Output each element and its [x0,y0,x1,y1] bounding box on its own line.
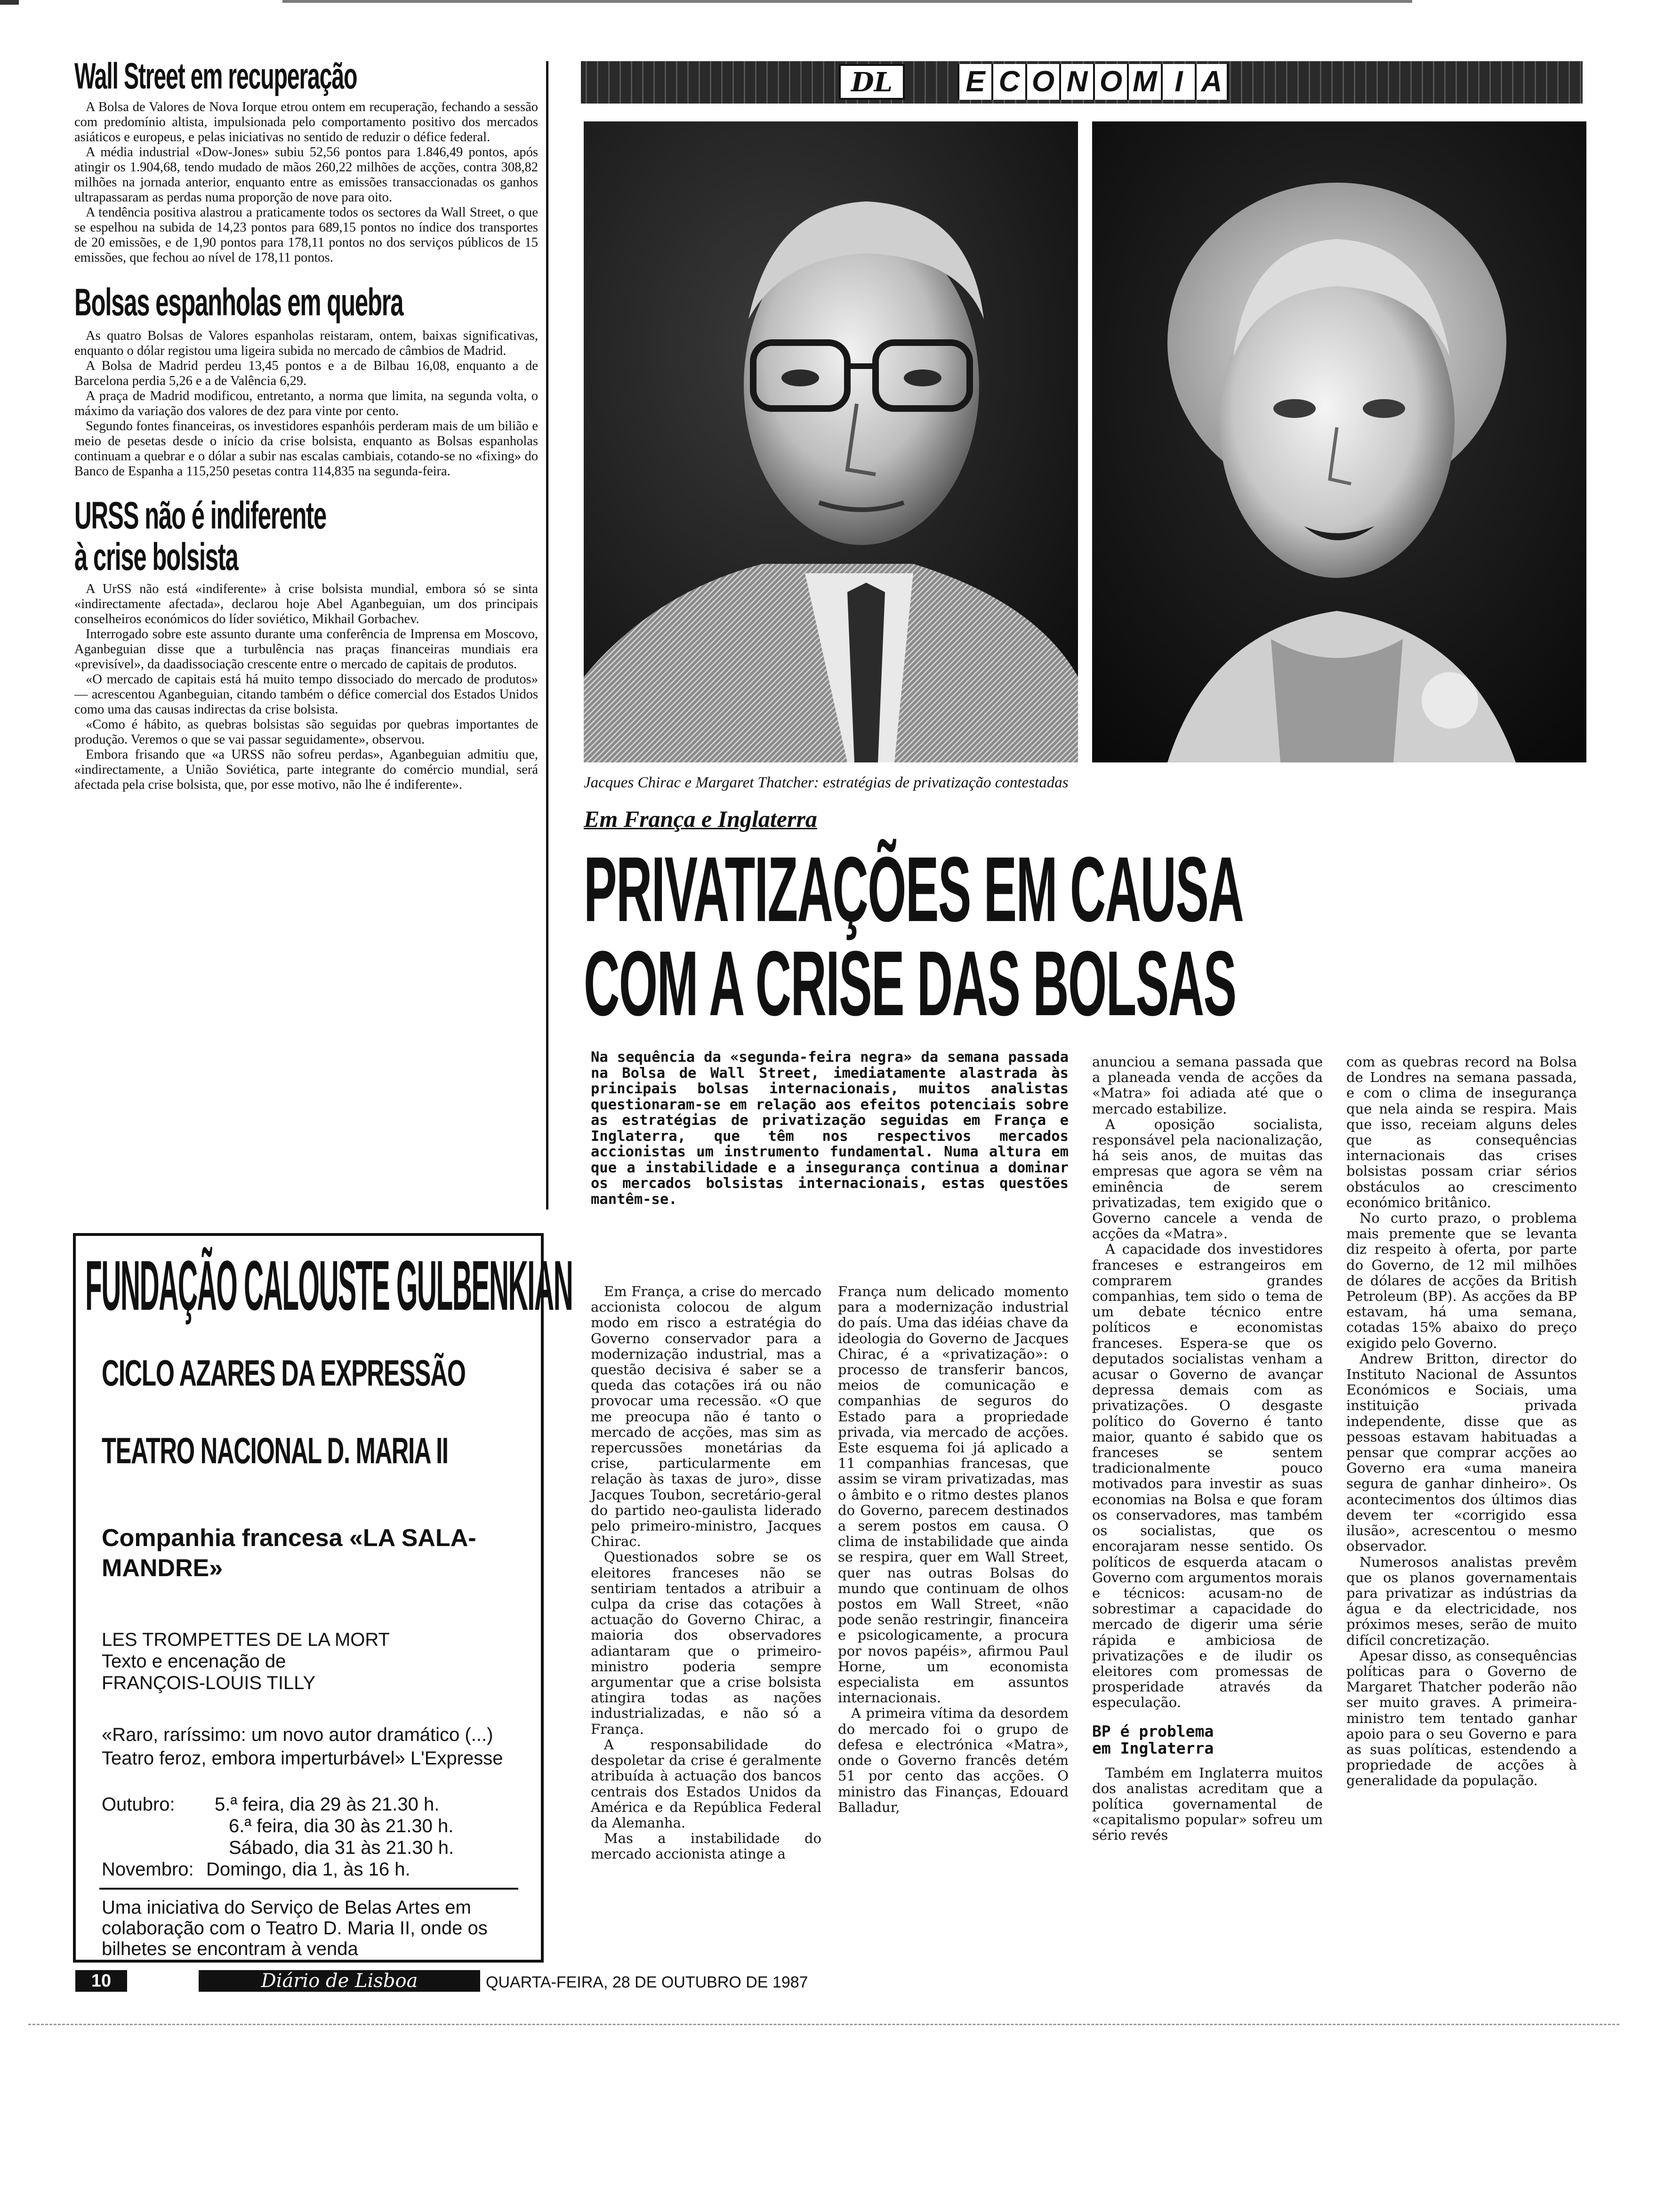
advert-title: FUNDAÇÃO CALOUSTE GULBENKIAN [85,1246,573,1325]
main-headline [584,838,1478,1035]
page-footer [75,1970,808,1993]
left-column [74,56,538,793]
issue-date: QUARTA-FEIRA, 28 DE OUTUBRO DE 1987 [486,1973,808,1991]
paragraph: Interrogado sobre este assunto durante uma conferência de Imprensa em Moscovo, Aganbeguian disse que a turbulência nas praças financeiras mundiais era «previsível», da daadissociação crescente entre o mercado de capitais de produtos. [74,627,538,672]
schedule-label [102,1815,201,1837]
advert-footer [102,1897,488,1959]
advert-play [102,1629,390,1694]
subhead-line: BP é problema [1092,1722,1214,1740]
paragraph: A responsabilidade do despoletar da crise é geralmente atribuída à actuação dos bancos centrais dos Estados Unidos da América e da República Federal da Alemanha. [591,1736,821,1831]
schedule-text: Domingo, dia 1, às 16 h. [206,1859,410,1880]
article-title [74,56,538,97]
bottom-scan-line [28,2024,1619,2025]
top-scan-line [282,0,1412,3]
article-title-text: Bolsas espanholas em quebra [74,281,403,324]
article-title [74,281,538,325]
article-title-line: à crise bolsista [74,536,238,578]
chirac-portrait-image [584,121,1078,762]
advert-schedule [102,1794,454,1880]
advert-company-line: MANDRE» [102,1555,223,1582]
article-body [74,100,538,265]
subhead-line: em Inglaterra [1092,1739,1214,1757]
article-body [74,329,538,479]
article-title [74,495,538,578]
schedule-row [102,1859,454,1880]
advert-cycle: CICLO AZARES DA EXPRESSÃO [102,1352,466,1394]
paragraph: A UrSS não está «indiferente» à crise bolsista mundial, embora só se sinta «indirectamente afectada», declarou hoje Abel Aganbeguian, um dos principais conselheiros económicos do líder soviético, Mikhail Gorbachev. [74,582,538,626]
paragraph: Apesar disso, as consequências políticas para o Governo de Margaret Thatcher poderão não ser muito graves. A primeira-ministro tem tentado ganhar apoio para o seu Governo e para as suas políticas, estendendo a propriedade de acções à generalidade da população. [1346,1647,1577,1789]
paragraph: A Bolsa de Madrid perdeu 13,45 pontos e a de Bilbau 16,08, enquanto a de Barcelona perdia 5,26 e a de Valência 6,29. [74,359,538,388]
page-number-box [75,1970,127,1992]
section-letter: C [991,64,1025,100]
section-letter: O [1093,64,1127,100]
paragraph: Embora frisando que «a URSS não sofreu perdas», Aganbeguian admitiu que, «indirectamente, a União Soviética, parte integrante do comércio mundial, será afectada pela crise bolsista, que, por esse motivo, não lhe é indiferente». [74,747,538,792]
paragraph: Andrew Britton, director do Instituto Nacional de Assuntos Económicos e Sociais, uma instituição privada independente, disse que as pessoas estavam habituadas a pensar que comprar acções ao Governo era «uma maneira segura de ganhar dinheiro». Os acontecimentos dos últimos dias devem ter «corrigido essa ilusão», acrescentou o mesmo observador. [1346,1350,1577,1555]
advert-company [102,1523,476,1583]
advert-play-line: LES TROMPETTES DE LA MORT [102,1629,390,1650]
schedule-label: Outubro: [102,1794,175,1815]
column-divider [546,61,548,1210]
schedule-label [102,1837,201,1859]
article-column-1 [591,1284,821,1862]
paragraph: Também em Inglaterra muitos dos analistas acreditam que a política governamental de «capitalismo popular» sofreu um sério revés [1092,1764,1323,1843]
article-column-4 [1346,1054,1577,1789]
article-kicker [584,805,817,833]
article-urss [74,495,538,793]
section-letter: M [1127,64,1161,100]
advert-play-line: Texto e encenação de [102,1651,286,1672]
advert-quote-line: «Raro, raríssimo: um novo autor dramático (...) [102,1724,493,1745]
advert-footer-line: bilhetes se encontram à venda [102,1939,358,1959]
schedule-row [102,1815,454,1837]
dl-logo-text: DL [851,67,893,98]
article-title-text: Wall Street em recuperação [74,55,357,96]
section-letter: I [1161,64,1195,100]
dl-logo [839,64,905,100]
paragraph: A praça de Madrid modificou, entretanto, a norma que limita, na segunda volta, o máximo da variação dos valores de dez para vinte por cento. [74,389,538,418]
paragraph: A média industrial «Dow-Jones» subiu 52,56 pontos para 1.846,49 pontos, após atingir os 1.904,68, tendo mudado de mãos 260,22 milhões de acções, contra 308,82 milhões na jornada anterior, enquanto entre as emissões transaccionadas os ganhos ultrapassaram as perdas numa proporção de nove para oito. [74,145,538,205]
paragraph: Numerosos analistas prevêm que os planos governamentais para privatizar as indústrias da água e da electricidade, nos próximos meses, serão de muito difícil concretização. [1346,1554,1577,1648]
paragraph: A primeira vítima da desordem do mercado foi o grupo de defesa e electrónica «Matra», onde o Governo francês detém 51 por cento das acções. O ministro das Finanças, Edouard Balladur, [838,1705,1069,1815]
article-title-line: URSS não é indiferente [74,494,326,537]
photo-caption: Jacques Chirac e Margaret Thatcher: estratégias de privatização contestadas [584,774,1069,791]
paragraph: Em França, a crise do mercado accionista colocou de algum modo em risco a estratégia do Governo conservador para a modernização industrial, mas a questão decisiva é saber se a queda das cotações irá ou não provocar uma recessão. «O que me preocupa não é tanto o mercado de acções, mas sim as repercussões monetárias da crise, particularmente em relação às taxas de juro», disse Jacques Toubon, secretário-geral do partido neo-gaulista liderado pelo primeiro-ministro, Jacques Chirac. [591,1283,821,1550]
advert-footer-line: Uma iniciativa do Serviço de Belas Artes em [102,1897,471,1918]
gulbenkian-advert [73,1233,573,1963]
masthead: Diário de Lisboa [261,1970,418,1992]
advert-company-line: Companhia francesa «LA SALA- [102,1524,476,1552]
paragraph: Mas a instabilidade do mercado accionista atinge a [591,1830,821,1862]
section-letter: N [1059,64,1093,100]
article-bolsas-espanholas [74,281,538,479]
advert-venue: TEATRO NACIONAL D. MARIA II [102,1430,448,1471]
article-column-3 [1092,1054,1323,1843]
article-lead: Na sequência da «segunda-feira negra» da semana passada na Bolsa de Wall Street, imediatamente alastrada às principais bolsas internacionais, muitos analistas questionaram-se em relação aos efeitos potenciais sobre as estratégias de privatização seguidas em França e Inglaterra, que têm nos respectivos mercados accionistas um instrumento fundamental. Numa altura em que a instabilidade e a insegurança continua a dominar os mercados bolsistas internacionais, estas questões mantêm-se. [591,1049,1069,1208]
page-number: 10 [91,1971,112,1991]
photo-chirac [584,121,1078,762]
section-letter: E [957,64,991,100]
paragraph: A Bolsa de Valores de Nova Iorque etrou ontem em recuperação, fechando a sessão com predomínio altista, impulsionada pelo comportamento positivo dos mercados asiáticos e europeus, e pelas iniciativas no sentido de reduzir o défice federal. [74,100,538,144]
advert-quote-line: Teatro feroz, embora imperturbável» L'Expresse [102,1748,503,1769]
article-wall-street [74,56,538,265]
schedule-label: Novembro: [102,1859,194,1880]
headline-line: PRIVATIZAÇÕES EM CAUSA [584,838,1244,941]
schedule-text: Sábado, dia 31 às 21.30 h. [229,1837,454,1858]
paragraph: França num delicado momento para a modernização industrial do país. Uma das idéias chave da ideologia do Governo de Jacques Chirac, é a «privatização»: o processo de transferir bancos, meios de comunicação e companhias de seguros do Estado para a propriedade privada, via mercado de acções. Este esquema foi já aplicado a 11 companhias francesas, que assim se viram privatizadas, mas o âmbito e o ritmo destes planos do Governo, parecem destinados a serem postos em causa. O clima de instabilidade que ainda se respira, quer em Wall Street, quer nas outras Bolsas do mundo que continuam de olhos postos em Wall Street, «não pode senão restringir, financeira e psicologicamente, a procura por novos papéis», afirmou Paul Horne, um economista especialista em assuntos internacionais. [838,1283,1069,1706]
paragraph: com as quebras record na Bolsa de Londres na semana passada, e com o clima de insegurança que nela ainda se respira. Mais que isso, receiam alguns deles que as consequências internacionais das crises bolsistas possam criar sérios obstáculos ao crescimento económico britânico. [1346,1054,1577,1210]
section-title [957,64,1229,100]
advert-footer-line: colaboração com o Teatro D. Maria II, onde os [102,1918,488,1939]
kicker-text: Em França e Inglaterra [584,806,817,832]
paragraph: No curto prazo, o problema mais premente que se levanta diz respeito à oferta, por parte do Governo, de 12 mil milhões de dólares de acções da British Petroleum (BP). As acções da BP estavam, há uma semana, cotadas 15% abaixo do preço exigido pelo Governo. [1346,1210,1577,1351]
paragraph: Questionados sobre se os eleitores franceses não se sentiriam tentados a atribuir a culpa da crise das cotações à actuação do Governo Chirac, a maioria dos observadores adiantaram que o primeiro-ministro poderia sempre argumentar que a crise bolsista atingira todas as nações industrializadas, e não só a França. [591,1549,821,1737]
schedule-row [102,1837,454,1859]
article-body [74,582,538,793]
schedule-text: 5.ª feira, dia 29 às 21.30 h. [215,1794,440,1815]
top-left-corner-mark [0,0,19,5]
masthead-box [199,1970,480,1992]
schedule-text: 6.ª feira, dia 30 às 21.30 h. [229,1816,454,1836]
paragraph: «Como é hábito, as quebras bolsistas são seguidas por quebras importantes de produção. Veremos o que se vai passar seguidamente», observou. [74,717,538,747]
advert-divider [99,1888,518,1890]
paragraph: anunciou a semana passada que a planeada venda de acções da «Matra» foi adiada até que o mercado estabilize. [1092,1054,1323,1117]
paragraph: A capacidade dos investidores franceses e estrangeiros em comprarem grandes companhias, tem sido o tema de um debate técnico entre políticos e economistas franceses. Espera-se que os deputados socialistas venham a acusar o Governo de avançar depressa demais com as privatizações. O desgaste político do Governo é tanto maior, quanto é sabido que os franceses se sentem tradicionalmente pouco motivados para investir as suas economias na Bolsa e que foram os conservadores, mas também os socialistas, que os encorajaram nesse sentido. Os políticos de esquerda atacam o Governo com argumentos morais e técnicos: acusam-no de sobrestimar a capacidade do mercado de digerir uma série rápida e ambiciosa de privatizações e de iludir os eleitores com promessas de prosperidade através da especulação. [1092,1241,1323,1711]
paragraph: As quatro Bolsas de Valores espanholas reistaram, ontem, baixas significativas, enquanto o dólar registou uma ligeira subida no mercado de câmbios de Madrid. [74,329,538,358]
section-letter: A [1195,64,1229,100]
paragraph: A tendência positiva alastrou a praticamente todos os sectores da Wall Street, o que se espelhou na subida de 14,23 pontos para 689,15 pontos no índice dos transportes de 20 emissões, e de 1,90 pontos para 178,11 pontos no dos serviços públicos de 15 emissões, que fechou ao nível de 178,11 pontos. [74,205,538,265]
advert-play-line: FRANÇOIS-LOUIS TILLY [102,1673,316,1693]
paragraph: Segundo fontes financeiras, os investidores espanhóis perderam mais de um bilião e meio de pesetas desde o início da crise bolsista, enquanto as Bolsas espanholas continuam a quebrar e o dólar a subir nas escalas cambiais, cotando-se no «fixing» do Banco de Espanha a 115,250 pesetas contra 114,835 na segunda-feira. [74,419,538,479]
photo-thatcher [1092,121,1586,762]
section-header [581,61,1583,104]
paragraph: «O mercado de capitais está há muito tempo dissociado do mercado de produtos» — acrescentou Aganbeguian, citando também o défice comercial dos Estados Unidos como uma das causas indirectas da crise bolsista. [74,672,538,717]
advert-quote [102,1723,503,1770]
schedule-row [102,1794,454,1815]
headline-line: COM A CRISE DAS BOLSAS [584,932,1236,1035]
thatcher-portrait-image [1092,121,1586,762]
section-letter: O [1025,64,1059,100]
paragraph: A oposição socialista, responsável pela nacionalização, há seis anos, de muitas das empresas que agora se vêm na eminência de serem privatizadas, tem exigido que o Governo cancele a venda de acções da «Matra». [1092,1116,1323,1242]
article-column-2 [838,1284,1069,1815]
column-subhead [1092,1723,1323,1757]
